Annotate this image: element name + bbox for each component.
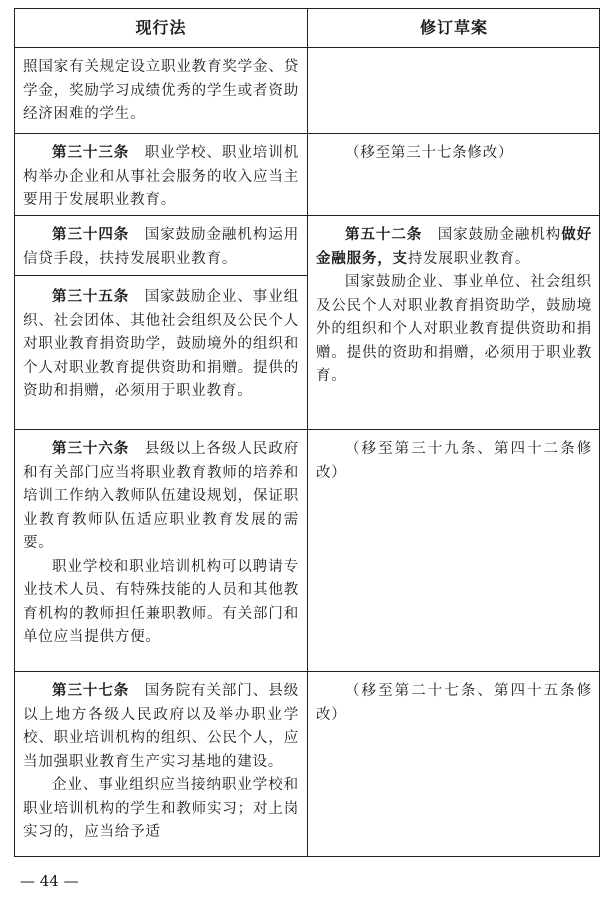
text-paragraph: 照国家有关规定设立职业教育奖学金、贷学金，奖励学习成绩优秀的学生或者资助经济困难的学生。 xyxy=(23,59,299,122)
row-4-current-law xyxy=(23,680,299,845)
row-divider xyxy=(15,215,599,216)
row-divider xyxy=(15,133,599,134)
row-2b-current-law xyxy=(23,286,299,404)
header-current-law: 现行法 xyxy=(135,18,187,37)
row-divider xyxy=(15,47,599,48)
row-0-current-law xyxy=(23,56,299,127)
row-1-current-law xyxy=(23,142,299,213)
article-text: 县级以上各级人民政府和有关部门应当将职业教育教师的培养和培训工作纳入教师队伍建设规划，保证职业教育教师队伍适应职业教育发展的需要。 xyxy=(23,441,299,551)
move-note: （移至第二十七条、第四十五条修改） xyxy=(316,683,592,723)
page-number: — 44 — xyxy=(20,872,79,890)
article-number: 第三十七条 xyxy=(52,683,130,699)
row-2-revised-draft xyxy=(316,224,592,389)
column-divider xyxy=(307,9,308,856)
article-paragraph: 职业学校和职业培训机构可以聘请专业技术人员、有特殊技能的人员和其他教育机构的教师担任兼职教师。有关部门和单位应当提供方便。 xyxy=(23,558,299,645)
article-number: 第五十二条 xyxy=(345,227,423,243)
article-text: 职业学校、职业培训机构举办企业和从事社会服务的收入应当主要用于发展职业教育。 xyxy=(23,145,299,208)
article-text: 国家鼓励企业、事业组织、社会团体、其他社会组织及公民个人对职业教育捐资助学，鼓励境外的组织和个人对职业教育提供资助和捐赠。提供的资助和捐赠，必须用于职业教育。 xyxy=(23,289,299,399)
row-divider xyxy=(15,671,599,672)
row-4-revised-draft xyxy=(316,680,592,727)
article-number: 第三十五条 xyxy=(52,289,130,305)
row-1-revised-draft xyxy=(316,142,592,166)
article-text: 国家鼓励金融机构 xyxy=(437,227,562,243)
amended-text: 做好金融服务，支 xyxy=(316,227,592,267)
row-3-current-law xyxy=(23,438,299,650)
article-paragraph: 国家鼓励企业、事业单位、社会组织及公民个人对职业教育捐资助学，鼓励境外的组织和个人对职业教育提供资助和捐赠。提供的资助和捐赠，必须用于职业教育。 xyxy=(316,274,592,384)
article-paragraph: 企业、事业组织应当接纳职业学校和职业培训机构的学生和教师实习；对上岗实习的，应当给予适 xyxy=(23,777,299,840)
article-text: 国务院有关部门、县级以上地方各级人民政府以及举办职业学校、职业培训机构的组织、公民个人，应当加强职业教育生产实习基地的建设。 xyxy=(23,683,299,770)
row-2a-current-law xyxy=(23,224,299,271)
row-3-revised-draft xyxy=(316,438,592,485)
article-number: 第三十四条 xyxy=(52,227,130,243)
move-note: （移至第三十九条、第四十二条修改） xyxy=(316,441,592,481)
article-number: 第三十六条 xyxy=(52,441,130,457)
article-text: 持发展职业教育。 xyxy=(407,250,531,267)
row-divider xyxy=(15,275,307,276)
article-number: 第三十三条 xyxy=(52,145,130,161)
header-revised-draft: 修订草案 xyxy=(419,18,488,37)
move-note: （移至第三十七条修改） xyxy=(345,145,514,161)
comparison-table xyxy=(14,8,600,857)
row-divider xyxy=(15,429,599,430)
article-text: 国家鼓励金融机构运用信贷手段，扶持发展职业教育。 xyxy=(23,227,299,267)
